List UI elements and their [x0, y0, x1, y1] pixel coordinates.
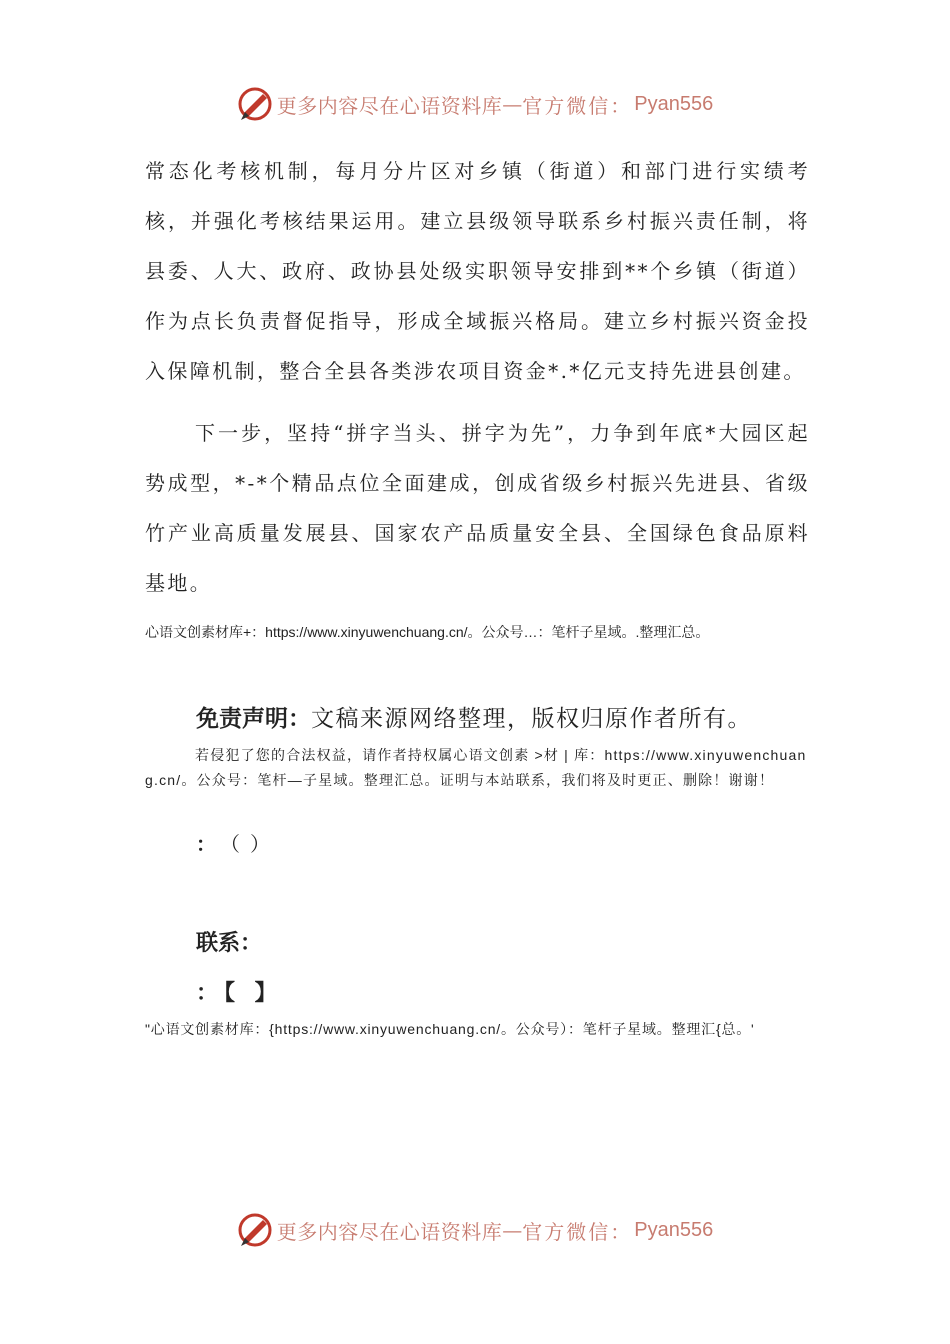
footer-banner-dash: —: [502, 1218, 523, 1242]
footer-source-note: "心语文创素材库：{https://www.xinyuwenchuang.cn/。公众号）：笔杆子星域。整理汇{总。': [145, 1021, 755, 1037]
body-paragraph-2: 下一步，坚持“拼字当头、拼字为先”，力争到年底*大园区起势成型，*-*个精品点位全面建成，创成省级乡村振兴先进县、省级竹产业高质量发展县、国家农产品质量安全县、全国绿色食品原料基地。: [145, 421, 810, 595]
banner-wechat-id: Pyan556: [634, 92, 714, 115]
footer-banner-wechat-label: 官方微信：: [522, 1219, 633, 1244]
banner-wechat-label: 官方微信：: [522, 93, 633, 118]
colon-paren-line: [196, 828, 280, 857]
pen-logo-icon: [237, 86, 273, 122]
header-banner: [0, 82, 950, 126]
paren-mark: （）: [230, 832, 280, 856]
contact-title: 联系：: [196, 931, 263, 956]
contact-bracket-line: ：【 】: [196, 981, 283, 1006]
disclaimer-title-bold: 免责声明：: [196, 706, 311, 732]
disclaimer-title-rest: 文稿来源网络整理，版权归原作者所有。: [311, 706, 752, 732]
body-paragraph-1: 常态化考核机制，每月分片区对乡镇（街道）和部门进行实绩考核，并强化考核结果运用。建立县级领导联系乡村振兴责任制，将县委、人大、政府、政协县处级实职领导安排到**个乡镇（街道）作为点长负责督促指导，形成全域振兴格局。建立乡村振兴资金投入保障机制，整合全县各类涉农项目资金*.*亿元支持先进县创建。: [145, 159, 810, 383]
footer-banner: [0, 1208, 950, 1252]
disclaimer-body: 若侵犯了您的合法权益，请作者持权属心语文创素 >材 | 库：https://www.xinyuwenchuang.cn/。公众号：笔杆—子星域。整理汇总。证明与本站联系，我们将及时更正、删除！谢谢！: [145, 747, 807, 788]
banner-dash: —: [502, 92, 523, 116]
footer-banner-wechat-id: Pyan556: [634, 1218, 714, 1241]
source-note: 心语文创素材库+：https://www.xinyuwenchuang.cn/。公众号…：笔杆子星域。.整理汇总。: [145, 624, 710, 640]
colon-mark: ：: [196, 832, 216, 856]
pen-logo-icon: [237, 1212, 273, 1248]
banner-slogan: 更多内容尽在心语资料库: [276, 93, 503, 118]
footer-banner-slogan: 更多内容尽在心语资料库: [276, 1219, 503, 1244]
disclaimer-title: [196, 700, 752, 733]
